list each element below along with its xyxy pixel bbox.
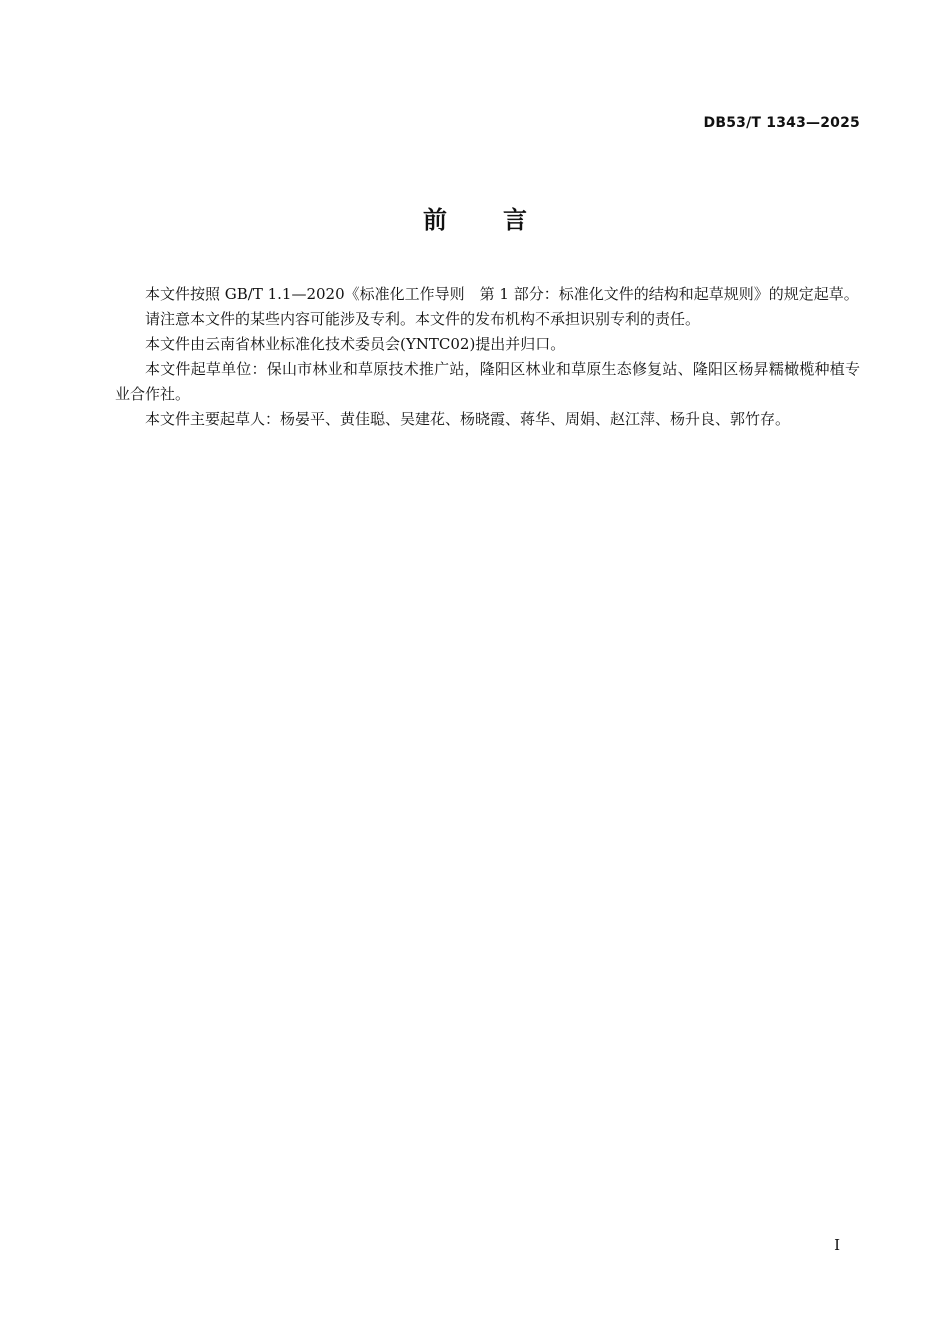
- paragraph-proposer: 本文件由云南省林业标准化技术委员会(YNTC02)提出并归口。: [145, 335, 566, 353]
- document-code: DB53/T 1343—2025: [703, 115, 860, 131]
- foreword-body: [115, 282, 860, 432]
- paragraph-drafters: 本文件主要起草人：杨晏平、黄佳聪、吴建花、杨晓霞、蒋华、周娟、赵江萍、杨升良、郭竹存。: [145, 410, 791, 428]
- page-title: 前言: [423, 206, 583, 234]
- paragraph-patent-notice: 请注意本文件的某些内容可能涉及专利。本文件的发布机构不承担识别专利的责任。: [145, 310, 701, 328]
- paragraph-standard-reference: 本文件按照 GB/T 1.1—2020《标准化工作导则 第 1 部分：标准化文件的结构和起草规则》的规定起草。: [145, 285, 859, 303]
- paragraph-drafting-units: 本文件起草单位：保山市林业和草原技术推广站，隆阳区林业和草原生态修复站、隆阳区杨昇糯橄榄种植专业合作社。: [115, 360, 860, 403]
- page-number: I: [834, 1236, 840, 1254]
